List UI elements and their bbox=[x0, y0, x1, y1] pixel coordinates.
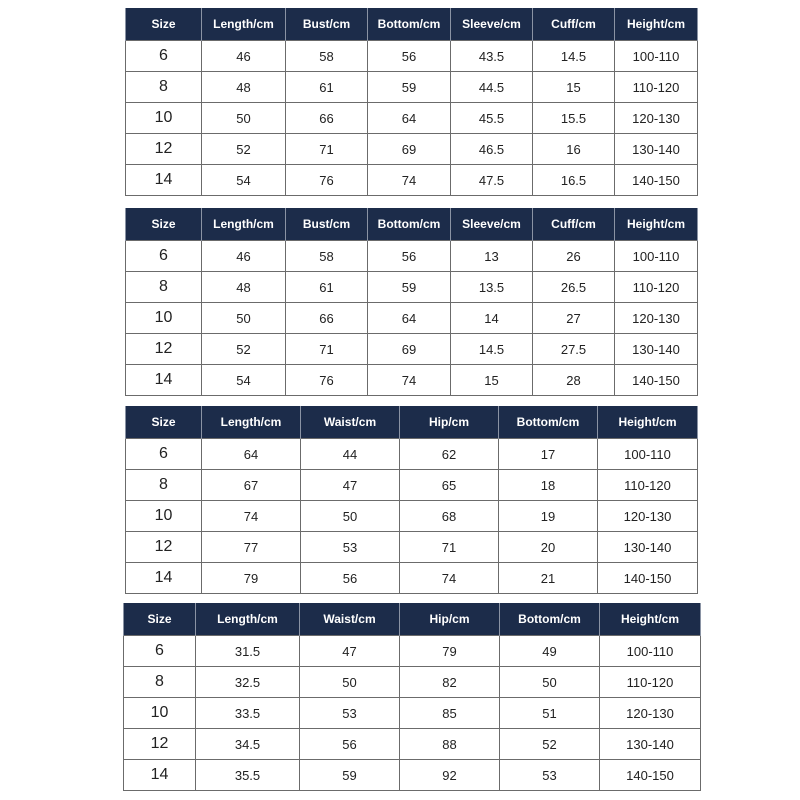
size-cell: 6 bbox=[124, 636, 196, 667]
table-cell: 56 bbox=[368, 241, 451, 272]
table-cell: 32.5 bbox=[196, 667, 300, 698]
table-cell: 61 bbox=[286, 72, 368, 103]
table-cell: 140-150 bbox=[598, 563, 698, 594]
table-cell: 120-130 bbox=[598, 501, 698, 532]
table-cell: 140-150 bbox=[615, 365, 698, 396]
size-cell: 10 bbox=[126, 303, 202, 334]
table-row bbox=[126, 134, 698, 165]
size-cell: 6 bbox=[126, 439, 202, 470]
column-header: Hip/cm bbox=[400, 406, 499, 439]
table-cell: 100-110 bbox=[615, 241, 698, 272]
size-cell: 8 bbox=[126, 72, 202, 103]
size-cell: 12 bbox=[126, 134, 202, 165]
column-header: Bust/cm bbox=[286, 208, 368, 241]
table-row bbox=[126, 272, 698, 303]
table-cell: 33.5 bbox=[196, 698, 300, 729]
size-chart-top-2 bbox=[125, 208, 698, 396]
table-cell: 68 bbox=[400, 501, 499, 532]
column-header: Size bbox=[126, 8, 202, 41]
table-cell: 26.5 bbox=[533, 272, 615, 303]
size-cell: 8 bbox=[124, 667, 196, 698]
table-cell: 50 bbox=[500, 667, 600, 698]
column-header: Height/cm bbox=[615, 208, 698, 241]
table-cell: 31.5 bbox=[196, 636, 300, 667]
table-cell: 59 bbox=[368, 72, 451, 103]
table-cell: 65 bbox=[400, 470, 499, 501]
table-cell: 53 bbox=[500, 760, 600, 791]
size-cell: 6 bbox=[126, 41, 202, 72]
column-header: Size bbox=[126, 208, 202, 241]
table-row bbox=[126, 563, 698, 594]
table-cell: 61 bbox=[286, 272, 368, 303]
size-cell: 8 bbox=[126, 272, 202, 303]
column-header: Height/cm bbox=[600, 603, 701, 636]
table-cell: 50 bbox=[300, 667, 400, 698]
table-cell: 66 bbox=[286, 303, 368, 334]
size-cell: 10 bbox=[126, 103, 202, 134]
table-row bbox=[126, 439, 698, 470]
column-header: Sleeve/cm bbox=[451, 8, 533, 41]
column-header: Sleeve/cm bbox=[451, 208, 533, 241]
column-header: Bust/cm bbox=[286, 8, 368, 41]
table-row bbox=[124, 698, 701, 729]
table-cell: 64 bbox=[368, 303, 451, 334]
header-row bbox=[126, 406, 698, 439]
column-header: Length/cm bbox=[202, 8, 286, 41]
table-cell: 13.5 bbox=[451, 272, 533, 303]
table-cell: 130-140 bbox=[600, 729, 701, 760]
table-cell: 56 bbox=[300, 729, 400, 760]
column-header: Height/cm bbox=[615, 8, 698, 41]
table-cell: 52 bbox=[500, 729, 600, 760]
table-row bbox=[126, 165, 698, 196]
table-cell: 58 bbox=[286, 41, 368, 72]
column-header: Size bbox=[126, 406, 202, 439]
table-cell: 130-140 bbox=[598, 532, 698, 563]
table-cell: 71 bbox=[286, 334, 368, 365]
table-cell: 100-110 bbox=[615, 41, 698, 72]
table-row bbox=[126, 501, 698, 532]
table-cell: 50 bbox=[202, 103, 286, 134]
table-cell: 67 bbox=[202, 470, 301, 501]
size-cell: 10 bbox=[124, 698, 196, 729]
table-cell: 59 bbox=[368, 272, 451, 303]
table-cell: 79 bbox=[400, 636, 500, 667]
column-header: Bottom/cm bbox=[368, 208, 451, 241]
table-row bbox=[126, 72, 698, 103]
table-cell: 64 bbox=[202, 439, 301, 470]
column-header: Bottom/cm bbox=[500, 603, 600, 636]
size-cell: 14 bbox=[126, 165, 202, 196]
column-header: Cuff/cm bbox=[533, 208, 615, 241]
table-cell: 14 bbox=[451, 303, 533, 334]
table-cell: 16 bbox=[533, 134, 615, 165]
table-row bbox=[126, 103, 698, 134]
table-cell: 62 bbox=[400, 439, 499, 470]
column-header: Cuff/cm bbox=[533, 8, 615, 41]
table-cell: 66 bbox=[286, 103, 368, 134]
table-cell: 69 bbox=[368, 334, 451, 365]
header-row bbox=[124, 603, 701, 636]
table-cell: 74 bbox=[202, 501, 301, 532]
table-cell: 47 bbox=[301, 470, 400, 501]
table-cell: 19 bbox=[499, 501, 598, 532]
table-cell: 69 bbox=[368, 134, 451, 165]
table-cell: 120-130 bbox=[600, 698, 701, 729]
column-header: Bottom/cm bbox=[499, 406, 598, 439]
table-cell: 85 bbox=[400, 698, 500, 729]
table-cell: 28 bbox=[533, 365, 615, 396]
size-cell: 6 bbox=[126, 241, 202, 272]
table-cell: 77 bbox=[202, 532, 301, 563]
table-cell: 45.5 bbox=[451, 103, 533, 134]
table-cell: 21 bbox=[499, 563, 598, 594]
table-cell: 17 bbox=[499, 439, 598, 470]
table-cell: 110-120 bbox=[615, 72, 698, 103]
table-cell: 82 bbox=[400, 667, 500, 698]
size-cell: 10 bbox=[126, 501, 202, 532]
column-header: Length/cm bbox=[196, 603, 300, 636]
table-cell: 18 bbox=[499, 470, 598, 501]
table-cell: 44 bbox=[301, 439, 400, 470]
table-cell: 48 bbox=[202, 272, 286, 303]
table-cell: 56 bbox=[301, 563, 400, 594]
table-cell: 27 bbox=[533, 303, 615, 334]
table-cell: 14.5 bbox=[533, 41, 615, 72]
table-cell: 49 bbox=[500, 636, 600, 667]
table-cell: 34.5 bbox=[196, 729, 300, 760]
table-cell: 15 bbox=[533, 72, 615, 103]
size-cell: 8 bbox=[126, 470, 202, 501]
table-cell: 88 bbox=[400, 729, 500, 760]
column-header: Bottom/cm bbox=[368, 8, 451, 41]
size-chart-top-1 bbox=[125, 8, 698, 196]
table-cell: 20 bbox=[499, 532, 598, 563]
size-cell: 14 bbox=[126, 365, 202, 396]
table-cell: 26 bbox=[533, 241, 615, 272]
table-cell: 64 bbox=[368, 103, 451, 134]
table-row bbox=[126, 365, 698, 396]
table-cell: 56 bbox=[368, 41, 451, 72]
table-row bbox=[126, 303, 698, 334]
size-chart-bottom-2 bbox=[123, 603, 701, 791]
table-cell: 16.5 bbox=[533, 165, 615, 196]
column-header: Waist/cm bbox=[301, 406, 400, 439]
table-cell: 130-140 bbox=[615, 134, 698, 165]
table-cell: 48 bbox=[202, 72, 286, 103]
table-cell: 53 bbox=[300, 698, 400, 729]
table-cell: 53 bbox=[301, 532, 400, 563]
size-cell: 14 bbox=[126, 563, 202, 594]
table-cell: 43.5 bbox=[451, 41, 533, 72]
table-cell: 74 bbox=[368, 365, 451, 396]
size-cell: 12 bbox=[126, 334, 202, 365]
header-row bbox=[126, 8, 698, 41]
table-cell: 14.5 bbox=[451, 334, 533, 365]
table-cell: 110-120 bbox=[600, 667, 701, 698]
table-cell: 54 bbox=[202, 165, 286, 196]
table-row bbox=[126, 532, 698, 563]
table-row bbox=[124, 636, 701, 667]
table-cell: 54 bbox=[202, 365, 286, 396]
table-cell: 140-150 bbox=[615, 165, 698, 196]
table-cell: 130-140 bbox=[615, 334, 698, 365]
table-cell: 15.5 bbox=[533, 103, 615, 134]
table-cell: 15 bbox=[451, 365, 533, 396]
table-cell: 46 bbox=[202, 41, 286, 72]
header-row bbox=[126, 208, 698, 241]
column-header: Waist/cm bbox=[300, 603, 400, 636]
size-cell: 14 bbox=[124, 760, 196, 791]
table-cell: 100-110 bbox=[600, 636, 701, 667]
table-cell: 47.5 bbox=[451, 165, 533, 196]
table-cell: 52 bbox=[202, 134, 286, 165]
table-cell: 46 bbox=[202, 241, 286, 272]
table-cell: 140-150 bbox=[600, 760, 701, 791]
table-cell: 51 bbox=[500, 698, 600, 729]
column-header: Length/cm bbox=[202, 208, 286, 241]
table-cell: 52 bbox=[202, 334, 286, 365]
table-cell: 13 bbox=[451, 241, 533, 272]
table-cell: 76 bbox=[286, 365, 368, 396]
table-cell: 59 bbox=[300, 760, 400, 791]
size-cell: 12 bbox=[124, 729, 196, 760]
table-cell: 120-130 bbox=[615, 303, 698, 334]
table-cell: 74 bbox=[368, 165, 451, 196]
table-cell: 71 bbox=[400, 532, 499, 563]
table-cell: 35.5 bbox=[196, 760, 300, 791]
table-cell: 76 bbox=[286, 165, 368, 196]
table-cell: 100-110 bbox=[598, 439, 698, 470]
table-cell: 110-120 bbox=[615, 272, 698, 303]
table-cell: 74 bbox=[400, 563, 499, 594]
table-row bbox=[126, 241, 698, 272]
table-row bbox=[126, 470, 698, 501]
table-cell: 50 bbox=[202, 303, 286, 334]
table-cell: 47 bbox=[300, 636, 400, 667]
column-header: Height/cm bbox=[598, 406, 698, 439]
table-cell: 44.5 bbox=[451, 72, 533, 103]
table-row bbox=[126, 41, 698, 72]
table-cell: 27.5 bbox=[533, 334, 615, 365]
column-header: Hip/cm bbox=[400, 603, 500, 636]
column-header: Length/cm bbox=[202, 406, 301, 439]
table-cell: 50 bbox=[301, 501, 400, 532]
size-chart-bottom-1 bbox=[125, 406, 698, 594]
table-cell: 71 bbox=[286, 134, 368, 165]
table-row bbox=[124, 760, 701, 791]
table-cell: 120-130 bbox=[615, 103, 698, 134]
table-cell: 79 bbox=[202, 563, 301, 594]
column-header: Size bbox=[124, 603, 196, 636]
table-cell: 92 bbox=[400, 760, 500, 791]
table-row bbox=[126, 334, 698, 365]
table-cell: 46.5 bbox=[451, 134, 533, 165]
table-row bbox=[124, 667, 701, 698]
table-cell: 58 bbox=[286, 241, 368, 272]
table-row bbox=[124, 729, 701, 760]
table-cell: 110-120 bbox=[598, 470, 698, 501]
size-cell: 12 bbox=[126, 532, 202, 563]
